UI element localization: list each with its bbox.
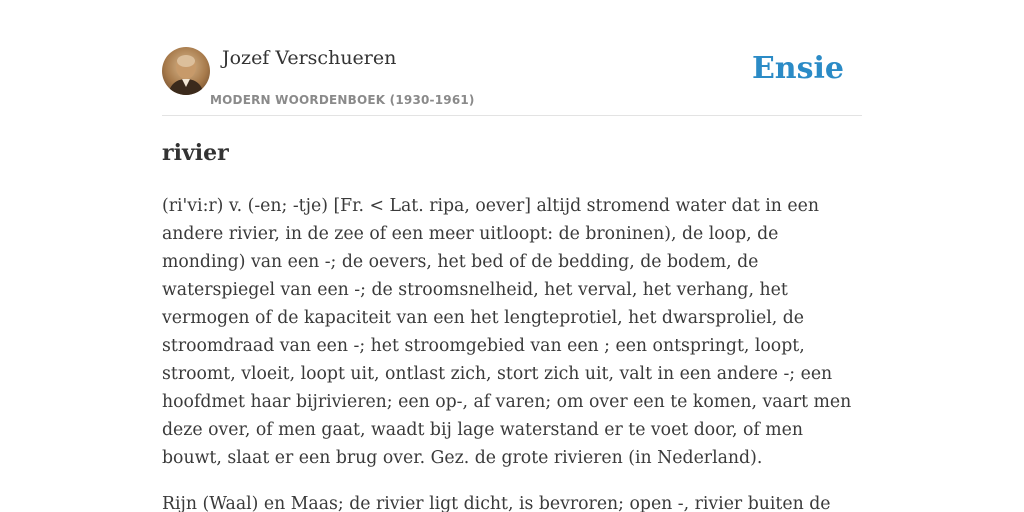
entry-body <box>162 192 864 512</box>
author-avatar[interactable] <box>162 47 210 95</box>
author-portrait-icon <box>162 47 210 95</box>
entry-paragraph: (ri'vi:r) v. (-en; -tje) [Fr. < Lat. ripa, oever] altijd stromend water dat in een andere rivier, in de zee of een meer uitloopt: de broninen), de loop, de monding) van een -; de oevers, het bed of de bedding, de bodem, de waterspiegel van een -; de stroomsnelheid, het verval, het verhang, het vermogen of de kapaciteit van een het lengteprotiel, het dwarsproliel, de stroomdraad van een -; het stroomgebied van een ; een ontspringt, loopt, stroomt, vloeit, loopt uit, ontlast zich, stort zich uit, valt in een andere -; een hoofdmet haar bijrivieren; een op-, af varen; om over een te komen, vaart men deze over, of men gaat, waadt bij lage waterstand er te voet door, of men bouwt, slaat er een brug over. Gez. de grote rivieren (in Nederland). <box>162 196 852 468</box>
author-name[interactable]: Jozef Verschueren <box>222 47 397 69</box>
source-label[interactable]: MODERN WOORDENBOEK (1930-1961) <box>210 93 475 107</box>
entry-header <box>162 44 862 116</box>
brand-logo[interactable]: Ensie <box>751 51 844 86</box>
entry-title: rivier <box>162 140 229 166</box>
entry-paragraph: Rijn (Waal) en Maas; de rivier ligt dicht, is bevroren; open -, rivier buiten de <box>162 494 831 512</box>
